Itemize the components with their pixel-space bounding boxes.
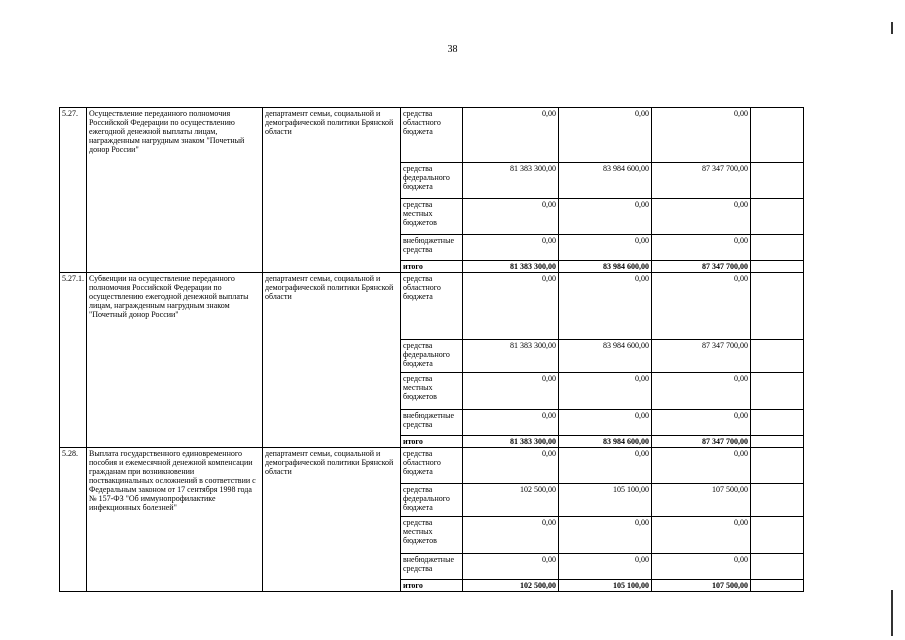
amount-v1: 0,00: [463, 108, 559, 163]
table-row: [60, 108, 804, 163]
amount-v2: 0,00: [559, 448, 652, 484]
amount-v1: 81 383 300,00: [463, 163, 559, 199]
amount-v3: 87 347 700,00: [652, 261, 751, 273]
amount-v1: 0,00: [463, 554, 559, 580]
empty-cell: [751, 580, 804, 592]
amount-v3: 0,00: [652, 373, 751, 410]
funding-source: итого: [401, 436, 463, 448]
empty-cell: [751, 410, 804, 436]
table-row: [60, 448, 804, 484]
funding-source: средства местных бюджетов: [401, 199, 463, 235]
amount-v3: 107 500,00: [652, 484, 751, 517]
empty-cell: [751, 554, 804, 580]
amount-v3: 0,00: [652, 199, 751, 235]
empty-cell: [751, 199, 804, 235]
funding-source: средства местных бюджетов: [401, 517, 463, 554]
item-name: Осуществление переданного полномочия Российской Федерации по осуществлению ежегодной денежной выплаты лицам, награжденным нагрудным знаком "Почетный донор России": [87, 108, 263, 273]
item-number: 5.27.1.: [60, 273, 87, 448]
amount-v3: 0,00: [652, 448, 751, 484]
executor: департамент семьи, социальной и демографической политики Брянской области: [263, 108, 401, 273]
amount-v1: 0,00: [463, 273, 559, 340]
funding-source: средства областного бюджета: [401, 448, 463, 484]
funding-source: итого: [401, 580, 463, 592]
item-name: Выплата государственного единовременного пособия и ежемесячной денежной компенсации гражданам при возникновении поствакцинальных осложнений в соответствии с Федеральным законом от 17 сентября 1998 года № 157-ФЗ "Об иммунопрофилактике инфекционных болезней": [87, 448, 263, 592]
amount-v1: 0,00: [463, 373, 559, 410]
funding-source: средства федерального бюджета: [401, 163, 463, 199]
amount-v2: 0,00: [559, 108, 652, 163]
scan-edge-mark: [891, 22, 893, 34]
empty-cell: [751, 163, 804, 199]
amount-v1: 0,00: [463, 517, 559, 554]
table-row: [60, 273, 804, 340]
empty-cell: [751, 108, 804, 163]
amount-v3: 0,00: [652, 235, 751, 261]
amount-v2: 0,00: [559, 554, 652, 580]
empty-cell: [751, 273, 804, 340]
amount-v3: 87 347 700,00: [652, 436, 751, 448]
amount-v3: 0,00: [652, 410, 751, 436]
amount-v1: 81 383 300,00: [463, 340, 559, 373]
amount-v3: 87 347 700,00: [652, 340, 751, 373]
amount-v2: 105 100,00: [559, 484, 652, 517]
amount-v1: 102 500,00: [463, 580, 559, 592]
item-number: 5.28.: [60, 448, 87, 592]
empty-cell: [751, 373, 804, 410]
amount-v2: 83 984 600,00: [559, 436, 652, 448]
amount-v2: 83 984 600,00: [559, 261, 652, 273]
executor: департамент семьи, социальной и демографической политики Брянской области: [263, 448, 401, 592]
amount-v2: 0,00: [559, 373, 652, 410]
funding-source: средства федерального бюджета: [401, 484, 463, 517]
amount-v3: 107 500,00: [652, 580, 751, 592]
empty-cell: [751, 436, 804, 448]
funding-source: средства областного бюджета: [401, 273, 463, 340]
funding-source: средства местных бюджетов: [401, 373, 463, 410]
executor: департамент семьи, социальной и демографической политики Брянской области: [263, 273, 401, 448]
amount-v1: 0,00: [463, 199, 559, 235]
empty-cell: [751, 517, 804, 554]
item-name: Субвенции на осуществление переданного полномочия Российской Федерации по осуществлению ежегодной денежной выплаты лицам, награжденным нагрудным знаком "Почетный донор России": [87, 273, 263, 448]
amount-v1: 0,00: [463, 410, 559, 436]
amount-v2: 0,00: [559, 273, 652, 340]
amount-v1: 0,00: [463, 448, 559, 484]
amount-v1: 81 383 300,00: [463, 436, 559, 448]
empty-cell: [751, 340, 804, 373]
amount-v2: 0,00: [559, 517, 652, 554]
empty-cell: [751, 448, 804, 484]
amount-v3: 0,00: [652, 517, 751, 554]
item-number: 5.27.: [60, 108, 87, 273]
amount-v3: 0,00: [652, 273, 751, 340]
funding-source: внебюджетные средства: [401, 410, 463, 436]
amount-v3: 87 347 700,00: [652, 163, 751, 199]
amount-v2: 0,00: [559, 410, 652, 436]
amount-v2: 83 984 600,00: [559, 340, 652, 373]
funding-source: средства федерального бюджета: [401, 340, 463, 373]
funding-source: внебюджетные средства: [401, 235, 463, 261]
budget-table: [59, 107, 804, 592]
amount-v1: 0,00: [463, 235, 559, 261]
funding-source: внебюджетные средства: [401, 554, 463, 580]
page-number: 38: [447, 44, 458, 55]
empty-cell: [751, 235, 804, 261]
empty-cell: [751, 484, 804, 517]
scan-edge-mark: [891, 590, 893, 636]
amount-v3: 0,00: [652, 108, 751, 163]
amount-v1: 81 383 300,00: [463, 261, 559, 273]
amount-v3: 0,00: [652, 554, 751, 580]
funding-source: итого: [401, 261, 463, 273]
amount-v1: 102 500,00: [463, 484, 559, 517]
empty-cell: [751, 261, 804, 273]
amount-v2: 0,00: [559, 235, 652, 261]
funding-source: средства областного бюджета: [401, 108, 463, 163]
amount-v2: 83 984 600,00: [559, 163, 652, 199]
amount-v2: 105 100,00: [559, 580, 652, 592]
amount-v2: 0,00: [559, 199, 652, 235]
